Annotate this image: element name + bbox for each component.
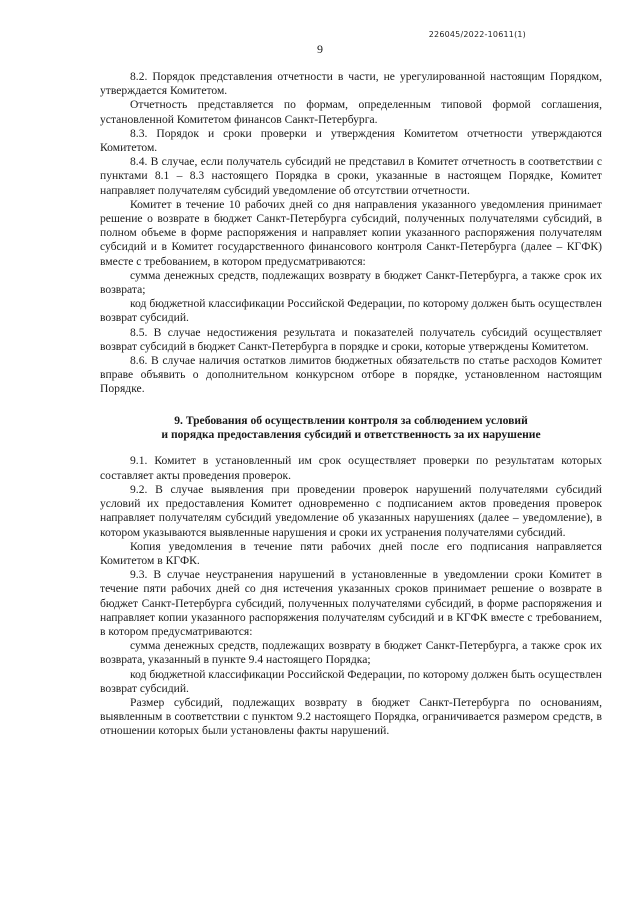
paragraph-8-6: 8.6. В случае наличия остатков лимитов бюджетных обязательств по статье расходов Комитет вправе объявить о дополнительном конкурсном отборе в порядке, установленном настоящим Порядке. — [100, 354, 602, 396]
paragraph-committee-decision: Комитет в течение 10 рабочих дней со дня направления указанного уведомления принимает решение о возврате в бюджет Санкт-Петербурга субсидий, полученных получателями субсидий, в полном объеме в форме распоряжения и направляет копии указанного распоряжения получателям субсидий и в Комитет государственного финансового контроля Санкт-Петербурга (далее – КГФК) вместе с требованием, в котором предусматриваются: — [100, 197, 602, 268]
paragraph-8-5: 8.5. В случае недостижения результата и показателей получатель субсидий осуществляет возврат субсидий в бюджет Санкт-Петербурга в порядке и сроки, которые утверждены Комитетом. — [100, 325, 602, 353]
paragraph-budget-code-9: код бюджетной классификации Российской Федерации, по которому должен быть осуществлен возврат субсидий. — [100, 667, 602, 695]
document-number: 226045/2022-10611(1) — [428, 30, 526, 39]
section-9-title-line-2: и порядка предоставления субсидий и ответственность за их нарушение — [161, 428, 541, 442]
paragraph-8-2: 8.2. Порядок представления отчетности в части, не урегулированной настоящим Порядком, утверждается Комитетом. — [100, 70, 602, 98]
paragraph-refund-amount-9: сумма денежных средств, подлежащих возврату в бюджет Санкт-Петербурга, а также срок их возврата, указанный в пункте 9.4 настоящего Порядка; — [100, 639, 602, 667]
paragraph-9-1: 9.1. Комитет в установленный им срок осуществляет проверки по результатам которых составляет акты проведения проверок. — [100, 454, 602, 482]
paragraph-notice-copy: Копия уведомления в течение пяти рабочих дней после его подписания направляется Комитетом в КГФК. — [100, 539, 602, 567]
paragraph-8-4: 8.4. В случае, если получатель субсидий не представил в Комитет отчетность в соответствии с пунктами 8.1 – 8.3 настоящего Порядка в сроки, указанные в настоящем Порядке, Комитет направляет получателям субсидий уведомление об отсутствии отчетности. — [100, 155, 602, 197]
document-body — [100, 70, 602, 739]
paragraph-refund-size: Размер субсидий, подлежащих возврату в бюджет Санкт-Петербурга по основаниям, выявленным в соответствии с пунктом 9.2 настоящего Порядка, ограничивается размером средств, в отношении которых были установлены факты нарушений. — [100, 695, 602, 738]
paragraph-refund-amount: сумма денежных средств, подлежащих возврату в бюджет Санкт-Петербурга, а также срок их возврата; — [100, 268, 602, 297]
paragraph-9-2: 9.2. В случае выявления при проведении проверок нарушений получателями субсидий условий их предоставления Комитет одновременно с подписанием актов проведения проверок направляет получателям субсидий уведомление об указанных нарушениях (далее – уведомление), в котором указываются выявленные нарушения и сроки их устранения получателями субсидий. — [100, 482, 602, 539]
section-9-title-line-1: 9. Требования об осуществлении контроля за соблюдением условий — [174, 413, 528, 427]
paragraph-8-3: 8.3. Порядок и сроки проверки и утверждения Комитетом отчетности утверждаются Комитетом. — [100, 126, 602, 155]
page-number: 9 — [317, 42, 323, 56]
section-9-title — [100, 414, 602, 443]
paragraph-9-3: 9.3. В случае неустранения нарушений в установленные в уведомлении сроки Комитет в течение пяти рабочих дней со дня истечения указанных сроков принимает решение о возврате в бюджет Санкт-Петербурга субсидий, полученных получателями субсидий, в форме распоряжения и направляет копии указанного распоряжения получателям субсидий и в КГФК вместе с требованием, в котором предусматриваются: — [100, 568, 602, 638]
paragraph-budget-code: код бюджетной классификации Российской Федерации, по которому должен быть осуществлен возврат субсидий. — [100, 297, 602, 325]
paragraph-reporting-forms: Отчетность представляется по формам, определенным типовой формой соглашения, установленной Комитетом финансов Санкт-Петербурга. — [100, 98, 602, 126]
